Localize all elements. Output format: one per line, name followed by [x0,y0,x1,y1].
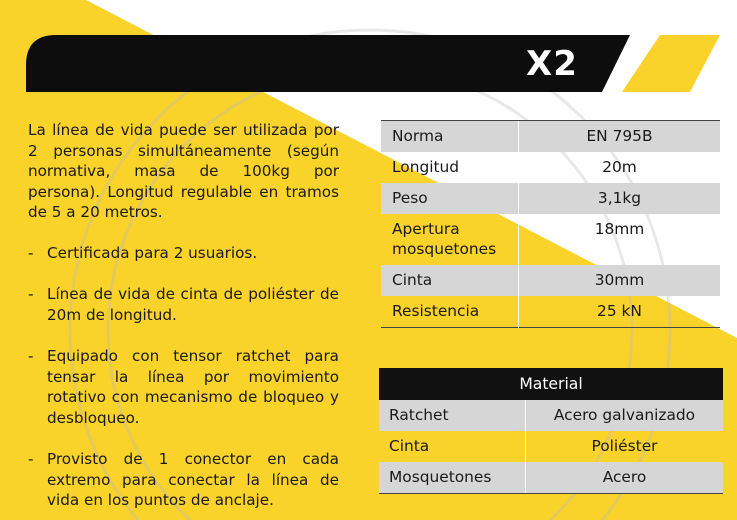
feature-text: Equipado con tensor ratchet para tensar la línea por movimiento rotativo con mecanismo de bloqueo y desbloqueo. [47,347,339,427]
material-label: Mosquetones [379,462,526,494]
table-row [381,265,720,296]
description-block [28,120,339,223]
material-label: Cinta [389,437,430,455]
material-table [379,368,723,494]
feature-list [28,346,339,428]
spec-label: Longitud [392,158,460,176]
material-value: Poliéster [526,431,724,462]
table-row [379,431,723,462]
feature-list [28,243,339,264]
feature-item [28,284,339,325]
table-row [381,214,720,265]
spec-label: Peso [381,183,519,214]
spec-value: 30mm [519,265,721,296]
spec-label: Apertura mosquetones [392,220,497,258]
feature-text: Provisto de 1 conector en cada extremo para conectar la línea de vida en los puntos de anclaje. [47,450,339,510]
feature-list [28,449,339,511]
table-row [379,462,723,494]
feature-item [28,243,339,264]
product-title: X2 [526,44,578,84]
material-header: Material [379,368,723,400]
spec-label: Norma [381,121,519,153]
table-row [381,152,720,183]
spec-value: 25 kN [519,296,721,328]
table-row [381,183,720,214]
spec-label: Cinta [381,265,519,296]
spec-value: 3,1kg [519,183,721,214]
bullet-marker: - [28,285,34,303]
material-header-row [379,368,723,400]
table-row [379,400,723,431]
table-row [381,121,720,153]
feature-text: Certificada para 2 usuarios. [47,244,258,262]
spec-value: EN 795B [519,121,721,153]
bullet-marker: - [28,450,34,468]
specs-table [381,120,720,328]
feature-item [28,449,339,511]
feature-item [28,346,339,428]
spec-value: 18mm [519,214,721,265]
spec-value: 20m [519,152,721,183]
bullet-marker: - [28,347,34,365]
spec-label: Resistencia [392,302,480,320]
description-text: La línea de vida puede ser utilizada por 2 personas simultáneamente (según normativa, masa de 100kg por persona). Longitud regulable en tramos de 5 a 20 metros. [28,121,339,222]
feature-text: Línea de vida de cinta de poliéster de 20m de longitud. [47,285,339,324]
header-yellow-accent [622,35,720,92]
material-value: Acero [526,462,724,494]
feature-list [28,284,339,325]
material-value: Acero galvanizado [526,400,724,431]
material-label: Ratchet [379,400,526,431]
bullet-marker: - [28,244,34,262]
table-row [381,296,720,328]
